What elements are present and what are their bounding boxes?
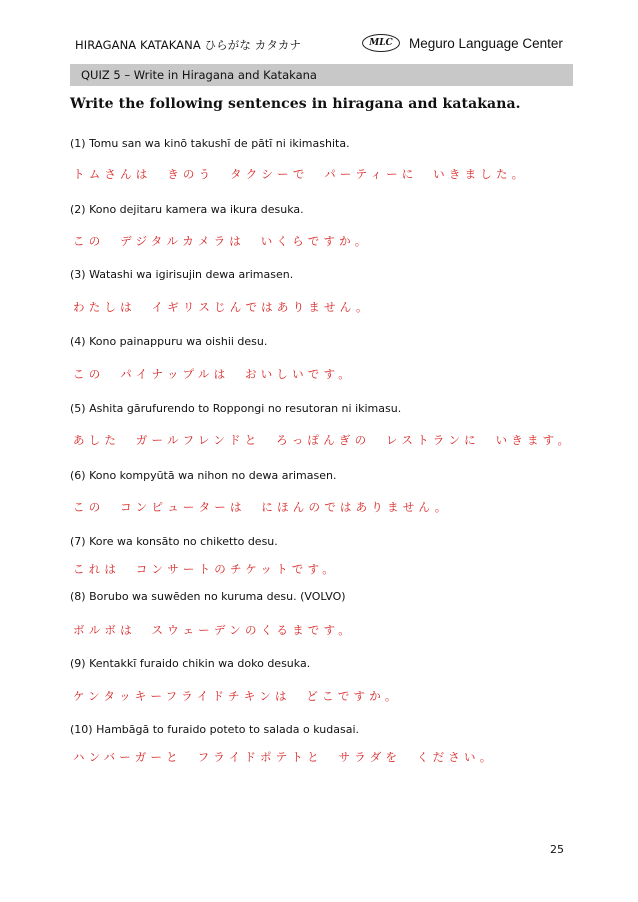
page-number: 25 <box>550 843 564 856</box>
answer-5: あした ガールフレンドと ろっぽんぎの レストランに いきます。 <box>73 433 574 447</box>
question-7: (7) Kore wa konsāto no chiketto desu. <box>70 535 278 548</box>
question-9: (9) Kentakkī furaido chikin wa doko desuka. <box>70 657 311 670</box>
question-4: (4) Kono painappuru wa oishii desu. <box>70 335 268 348</box>
question-1: (1) Tomu san wa kinō takushī de pātī ni ikimashita. <box>70 137 350 150</box>
answer-8: ボルボは スウェーデンのくるまです。 <box>73 623 354 637</box>
answer-9: ケンタッキーフライドチキンは どこですか。 <box>73 689 401 703</box>
instruction-heading: Write the following sentences in hiragana and katakana. <box>70 96 521 112</box>
question-2: (2) Kono dejitaru kamera wa ikura desuka. <box>70 203 304 216</box>
question-8: (8) Borubo wa suwēden no kuruma desu. (VOLVO) <box>70 590 346 603</box>
answer-1: トムさんは きのう タクシーで パーティーに いきました。 <box>73 167 528 181</box>
question-10: (10) Hambāgā to furaido poteto to salada o kudasai. <box>70 723 359 736</box>
logo-mark-icon: MLC <box>362 34 400 52</box>
answer-3: わたしは イギリスじんではありません。 <box>73 300 372 314</box>
answer-6: この コンピューターは にほんのではありません。 <box>73 500 451 514</box>
header-title: HIRAGANA KATAKANA ひらがな カタカナ <box>75 38 302 52</box>
question-3: (3) Watashi wa igirisujin dewa arimasen. <box>70 268 294 281</box>
answer-7: これは コンサートのチケットです。 <box>73 562 338 576</box>
mlc-logo <box>362 34 563 52</box>
answer-10: ハンバーガーと フライドポテトと サラダを ください。 <box>73 750 496 764</box>
question-6: (6) Kono kompyūtā wa nihon no dewa arimasen. <box>70 469 337 482</box>
question-5: (5) Ashita gārufurendo to Roppongi no resutoran ni ikimasu. <box>70 402 402 415</box>
answer-2: この デジタルカメラは いくらですか。 <box>73 234 371 248</box>
logo-text: Meguro Language Center <box>409 35 563 51</box>
answer-4: この パイナップルは おいしいです。 <box>73 367 354 381</box>
quiz-banner: QUIZ 5 – Write in Hiragana and Katakana <box>70 64 573 86</box>
